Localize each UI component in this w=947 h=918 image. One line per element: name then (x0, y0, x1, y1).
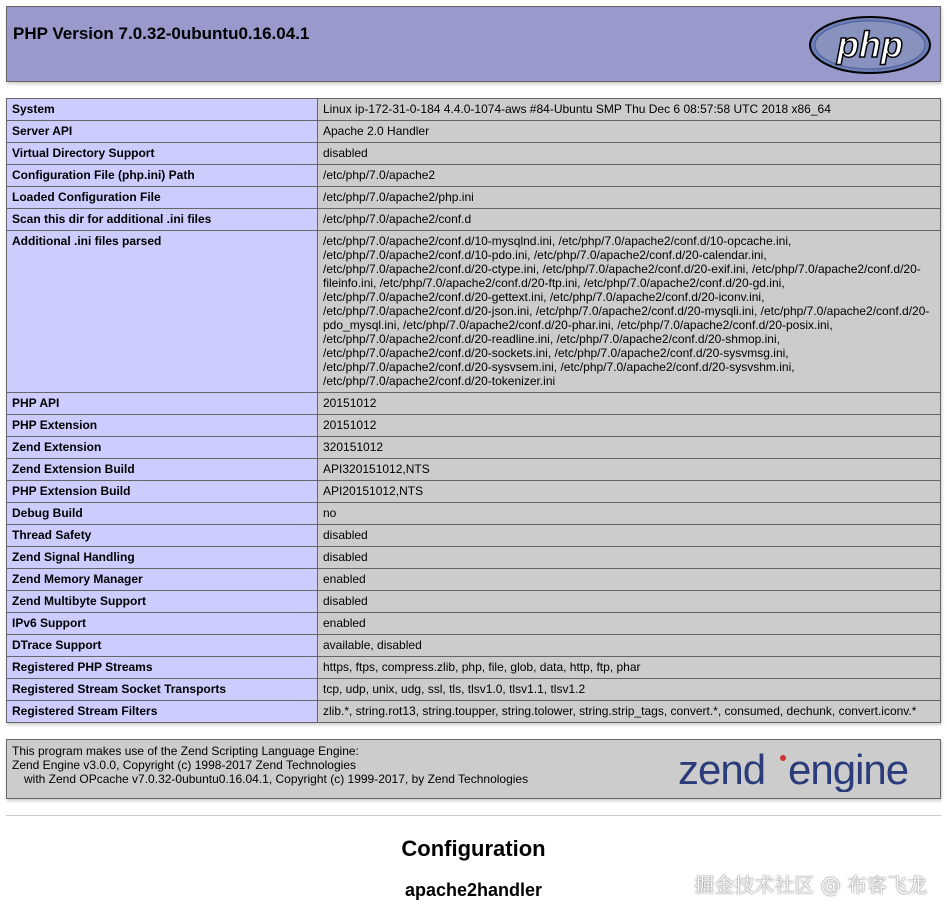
info-row (7, 547, 941, 569)
svg-text:php: php (837, 24, 903, 65)
info-value: Apache 2.0 Handler (318, 121, 941, 143)
watermark: 掘金技术社区 @ 布客飞龙 (694, 873, 927, 897)
ini-file-line: pdo_mysql.ini, /etc/php/7.0/apache2/conf.d/20-phar.ini, /etc/php/7.0/apache2/conf.d/20-posix.ini, (323, 318, 833, 332)
info-value: /etc/php/7.0/apache2/php.ini (318, 187, 941, 209)
zend-engine-text (12, 744, 528, 786)
info-row (7, 231, 941, 393)
info-value: available, disabled (318, 635, 941, 657)
info-key: Registered Stream Filters (7, 701, 318, 723)
info-value: enabled (318, 569, 941, 591)
info-row (7, 143, 941, 165)
info-key: Scan this dir for additional .ini files (7, 209, 318, 231)
info-value (318, 231, 941, 393)
info-key: Loaded Configuration File (7, 187, 318, 209)
info-value: https, ftps, compress.zlib, php, file, glob, data, http, ftp, phar (318, 657, 941, 679)
info-key: Zend Multibyte Support (7, 591, 318, 613)
info-value: /etc/php/7.0/apache2 (318, 165, 941, 187)
info-key: PHP API (7, 393, 318, 415)
section-divider (6, 815, 941, 816)
info-row (7, 437, 941, 459)
info-value: /etc/php/7.0/apache2/conf.d (318, 209, 941, 231)
info-row (7, 481, 941, 503)
info-row (7, 393, 941, 415)
zend-engine-logo-icon[interactable] (678, 748, 934, 792)
info-row (7, 635, 941, 657)
php-logo-icon[interactable] (808, 15, 932, 75)
ini-file-line: /etc/php/7.0/apache2/conf.d/20-readline.ini, /etc/php/7.0/apache2/conf.d/20-shmop.ini, (323, 332, 780, 346)
info-row (7, 187, 941, 209)
info-key: System (7, 99, 318, 121)
info-key: Additional .ini files parsed (7, 231, 318, 393)
info-row (7, 613, 941, 635)
info-row (7, 525, 941, 547)
info-key: Zend Memory Manager (7, 569, 318, 591)
info-value: API20151012,NTS (318, 481, 941, 503)
info-key: Zend Extension Build (7, 459, 318, 481)
info-row (7, 165, 941, 187)
ini-file-line: /etc/php/7.0/apache2/conf.d/10-mysqlnd.ini, /etc/php/7.0/apache2/conf.d/10-opcache.ini, (323, 234, 792, 248)
info-value: enabled (318, 613, 941, 635)
info-row (7, 459, 941, 481)
info-value: disabled (318, 525, 941, 547)
ini-file-line: /etc/php/7.0/apache2/conf.d/20-tokenizer.ini (323, 374, 556, 388)
info-value: disabled (318, 591, 941, 613)
info-value: disabled (318, 547, 941, 569)
version-header (6, 6, 941, 82)
phpinfo-page (6, 6, 941, 901)
info-value: 320151012 (318, 437, 941, 459)
info-key: Virtual Directory Support (7, 143, 318, 165)
zend-line-1: This program makes use of the Zend Scripting Language Engine: (12, 744, 359, 758)
info-key: Registered PHP Streams (7, 657, 318, 679)
ini-file-line: /etc/php/7.0/apache2/conf.d/20-sockets.ini, /etc/php/7.0/apache2/conf.d/20-sysvmsg.ini, (323, 346, 789, 360)
info-key: Zend Signal Handling (7, 547, 318, 569)
ini-file-line: /etc/php/7.0/apache2/conf.d/10-pdo.ini, /etc/php/7.0/apache2/conf.d/20-calendar.ini, (323, 248, 767, 262)
info-value: API320151012,NTS (318, 459, 941, 481)
info-key: PHP Extension (7, 415, 318, 437)
svg-text:engine: engine (788, 748, 909, 792)
info-key: IPv6 Support (7, 613, 318, 635)
info-value: no (318, 503, 941, 525)
configuration-heading: Configuration (401, 836, 546, 861)
info-value: zlib.*, string.rot13, string.toupper, string.tolower, string.strip_tags, convert.*, consumed, dechunk, convert.iconv.* (318, 701, 941, 723)
ini-file-line: /etc/php/7.0/apache2/conf.d/20-gettext.ini, /etc/php/7.0/apache2/conf.d/20-iconv.ini, (323, 290, 765, 304)
info-row (7, 503, 941, 525)
info-key: Thread Safety (7, 525, 318, 547)
info-key: Zend Extension (7, 437, 318, 459)
info-row (7, 121, 941, 143)
info-row (7, 99, 941, 121)
info-key: Server API (7, 121, 318, 143)
info-key: Debug Build (7, 503, 318, 525)
info-key: DTrace Support (7, 635, 318, 657)
info-row (7, 209, 941, 231)
ini-file-line: /etc/php/7.0/apache2/conf.d/20-json.ini, /etc/php/7.0/apache2/conf.d/20-mysqli.ini, /etc/php/7.0/apache2/conf.d/20- (323, 304, 930, 318)
apache2handler-heading: apache2handler (404, 880, 543, 900)
info-row (7, 415, 941, 437)
info-value: tcp, udp, unix, udg, ssl, tls, tlsv1.0, tlsv1.1, tlsv1.2 (318, 679, 941, 701)
info-row (7, 657, 941, 679)
ini-file-line: /etc/php/7.0/apache2/conf.d/20-ctype.ini, /etc/php/7.0/apache2/conf.d/20-exif.ini, /etc/php/7.0/apache2/conf.d/20- (323, 262, 921, 276)
info-row (7, 569, 941, 591)
info-value: 20151012 (318, 415, 941, 437)
info-row (7, 679, 941, 701)
info-key: Registered Stream Socket Transports (7, 679, 318, 701)
ini-file-line: /etc/php/7.0/apache2/conf.d/20-sysvsem.ini, /etc/php/7.0/apache2/conf.d/20-sysvshm.ini, (323, 360, 795, 374)
page-title: PHP Version 7.0.32-0ubuntu0.16.04.1 (13, 24, 310, 43)
info-value: 20151012 (318, 393, 941, 415)
info-value: disabled (318, 143, 941, 165)
info-row (7, 591, 941, 613)
svg-text:zend: zend (678, 748, 766, 792)
system-info-table (6, 98, 941, 723)
zend-line-2: Zend Engine v3.0.0, Copyright (c) 1998-2017 Zend Technologies (12, 758, 356, 772)
info-row (7, 701, 941, 723)
ini-file-line: fileinfo.ini, /etc/php/7.0/apache2/conf.d/20-ftp.ini, /etc/php/7.0/apache2/conf.d/20-gd.ini, (323, 276, 785, 290)
zend-line-3: with Zend OPcache v7.0.32-0ubuntu0.16.04.1, Copyright (c) 1999-2017, by Zend Technologies (24, 772, 529, 786)
info-value: Linux ip-172-31-0-184 4.4.0-1074-aws #84-Ubuntu SMP Thu Dec 6 08:57:58 UTC 2018 x86_64 (318, 99, 941, 121)
info-key: Configuration File (php.ini) Path (7, 165, 318, 187)
zend-engine-box (6, 739, 941, 799)
info-key: PHP Extension Build (7, 481, 318, 503)
